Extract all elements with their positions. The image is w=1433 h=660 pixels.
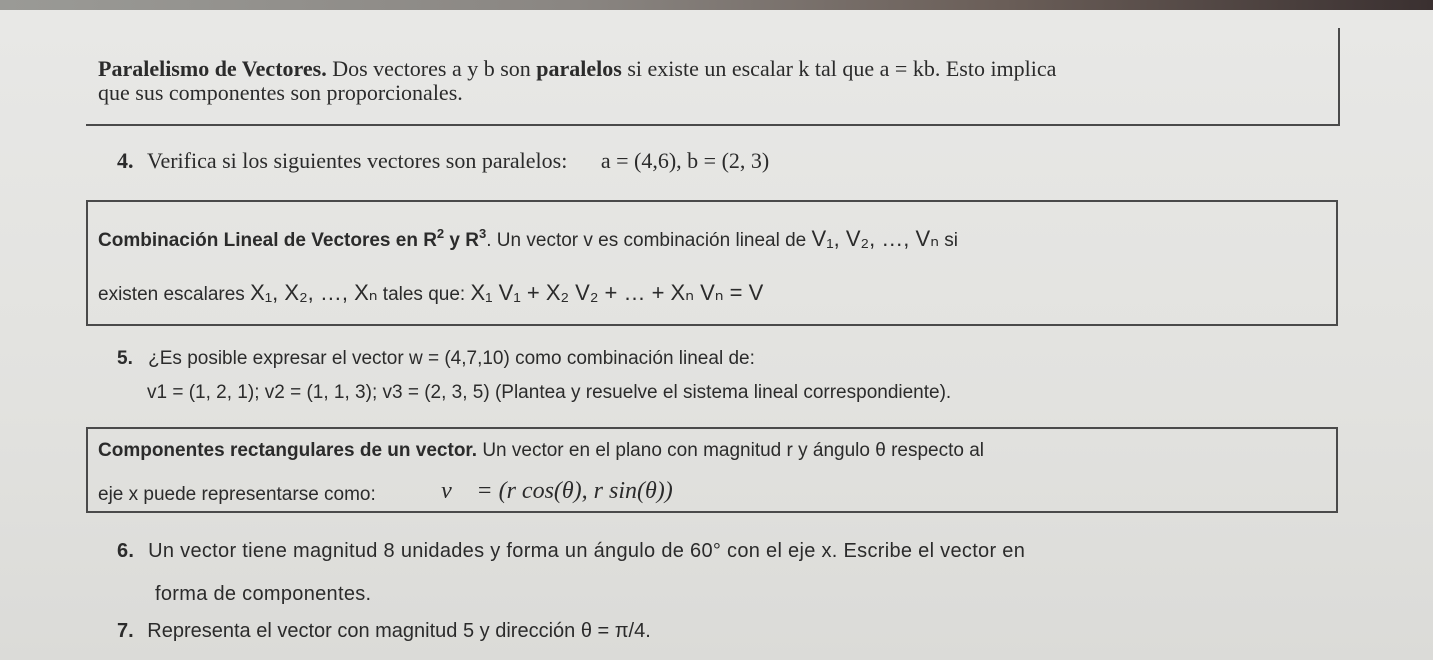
question-5-line-1	[117, 348, 755, 370]
rectangular-line-2	[98, 480, 673, 507]
parallelism-line-2: que sus componentes son proporcionales.	[98, 80, 463, 105]
rectangular-text-2: eje x puede representarse como:	[98, 484, 376, 505]
rectangular-text-a: Un vector en el plano con magnitud r y ángulo θ respecto al	[477, 440, 985, 461]
question-7-text: Representa el vector con magnitud 5 y dirección θ = π/4.	[147, 620, 651, 642]
definition-box-linear-combination	[86, 200, 1338, 326]
question-5-text: ¿Es posible expresar el vector w = (4,7,10) como combinación lineal de:	[148, 348, 755, 369]
linear-combination-line-2	[98, 280, 763, 306]
question-7-number: 7.	[117, 620, 134, 642]
question-4-math: a = (4,6), b = (2, 3)	[600, 148, 770, 173]
question-4	[117, 148, 769, 174]
parallelism-title: Paralelismo de Vectores.	[98, 56, 327, 81]
existen-escalares: existen escalares	[98, 284, 251, 305]
parallelism-text-a: Dos vectores a y b son	[326, 56, 537, 81]
question-5-number: 5.	[117, 348, 133, 369]
linear-combination-si: si	[938, 230, 958, 251]
question-6-line-1	[117, 540, 1025, 563]
linear-combination-title: Combinación Lineal de Vectores en $R^2$ y $R^3$	[98, 226, 487, 251]
rectangular-title: Componentes rectangulares de un vector.	[98, 440, 478, 461]
linear-combination-equation: X₁ V₁ + X₂ V₂ + … + Xₙ Vₙ = V	[470, 280, 764, 305]
question-7	[117, 620, 651, 643]
question-6-text: Un vector tiene magnitud 8 unidades y forma un ángulo de 60° con el eje x. Escribe el vector en	[148, 540, 1026, 562]
parallelism-bold-word: paralelos	[536, 56, 622, 81]
question-6-line-2: forma de componentes.	[155, 583, 372, 605]
linear-combination-line-1	[98, 226, 958, 252]
question-4-number: 4.	[117, 148, 134, 173]
tales-que: tales que:	[377, 284, 471, 305]
linear-combination-text-a: . Un vector v es combinación lineal de	[486, 230, 812, 251]
question-5-line-2: v1 = (1, 2, 1); v2 = (1, 1, 3); v3 = (2, 3, 5) (Plantea y resuelve el sistema lineal correspondiente).	[147, 382, 952, 403]
rectangular-line-1	[98, 440, 984, 462]
vector-list: V₁, V₂, …, Vₙ	[811, 226, 939, 251]
question-4-text: Verifica si los siguientes vectores son paralelos:	[147, 148, 568, 173]
parallelism-text-b: si existe un escalar k tal que a = kb. Esto implica	[621, 56, 1057, 81]
question-6-number: 6.	[117, 540, 135, 562]
scalar-list: X₁, X₂, …, Xₙ	[250, 280, 378, 305]
parallelism-line-1	[98, 56, 1056, 82]
rectangular-formula: v⃗ = (r cos(θ), r sin(θ))	[441, 478, 673, 504]
